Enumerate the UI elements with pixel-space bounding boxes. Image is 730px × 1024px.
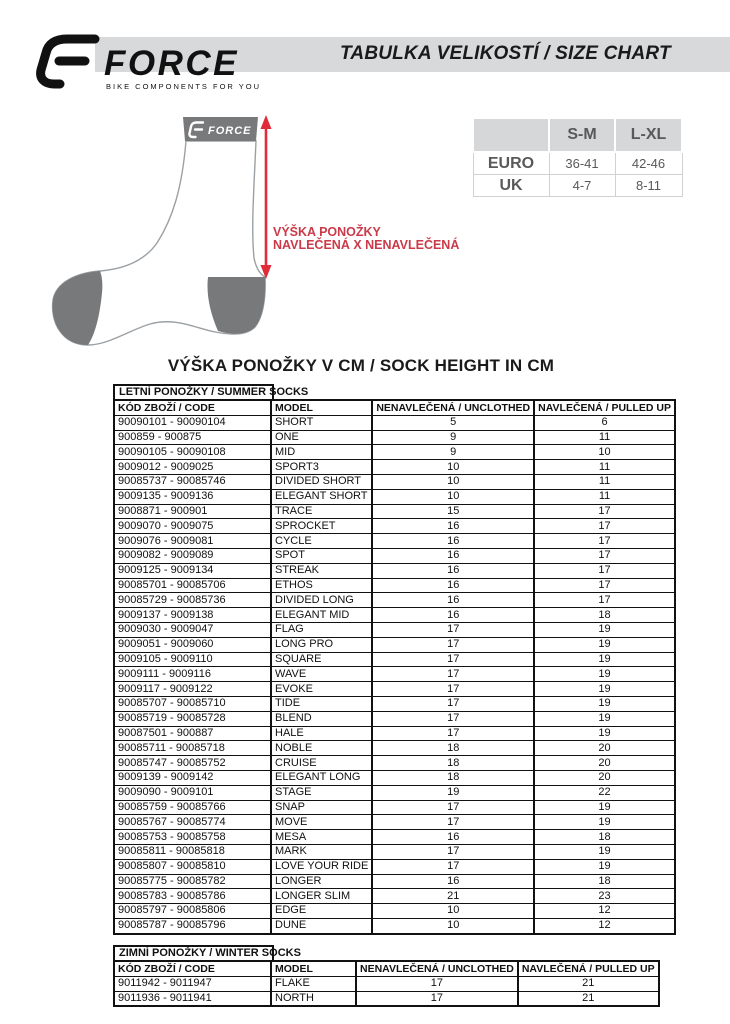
- table-cell: DIVIDED LONG: [271, 593, 372, 608]
- table-cell: 16: [372, 519, 534, 534]
- table-cell: MESA: [271, 830, 372, 845]
- summer-header-row: [114, 400, 675, 415]
- table-cell: 90085711 - 90085718: [114, 741, 271, 756]
- table-row: [114, 830, 675, 845]
- summer-section-title: LETNÍ PONOŽKY / SUMMER SOCKS: [113, 384, 274, 401]
- table-cell: 90085729 - 90085736: [114, 593, 271, 608]
- table-cell: 90085775 - 90085782: [114, 874, 271, 889]
- table-cell: 6: [534, 415, 675, 430]
- winter-socks-table: [113, 960, 660, 1007]
- summer-socks-section: [113, 382, 676, 935]
- table-cell: 11: [534, 489, 675, 504]
- table-cell: FLAKE: [271, 976, 356, 991]
- sock-height-caption: [273, 226, 459, 252]
- table-row: [114, 815, 675, 830]
- table-cell: 20: [534, 741, 675, 756]
- table-cell: 17: [372, 859, 534, 874]
- table-cell: SHORT: [271, 415, 372, 430]
- table-cell: 9009070 - 9009075: [114, 519, 271, 534]
- table-cell: 16: [372, 578, 534, 593]
- table-row: [114, 489, 675, 504]
- force-logo: [33, 30, 263, 92]
- table-row: [114, 889, 675, 904]
- table-cell: 10: [534, 445, 675, 460]
- table-cell: 9009137 - 9009138: [114, 608, 271, 623]
- table-cell: BLEND: [271, 711, 372, 726]
- table-cell: 90087501 - 900887: [114, 726, 271, 741]
- table-cell: LONG PRO: [271, 637, 372, 652]
- table-cell: 16: [372, 830, 534, 845]
- table-cell: MID: [271, 445, 372, 460]
- table-cell: 21: [518, 976, 659, 991]
- table-cell: 90085719 - 90085728: [114, 711, 271, 726]
- table-row: [114, 785, 675, 800]
- table-cell: 11: [534, 474, 675, 489]
- sock-measurement-figure: [40, 108, 280, 358]
- height-measure-arrow: [261, 115, 272, 279]
- table-cell: 9009135 - 9009136: [114, 489, 271, 504]
- table-cell: ETHOS: [271, 578, 372, 593]
- winter-section-title: ZIMNÍ PONOŽKY / WINTER SOCKS: [113, 945, 274, 962]
- table-cell: 17: [372, 622, 534, 637]
- table-cell: 17: [534, 504, 675, 519]
- table-row: [473, 175, 682, 197]
- table-cell: 16: [372, 563, 534, 578]
- table-cell: 15: [372, 504, 534, 519]
- table-row: [114, 859, 675, 874]
- table-cell: 17: [372, 844, 534, 859]
- table-row: [114, 696, 675, 711]
- table-row: [114, 534, 675, 549]
- table-cell: 9009117 - 9009122: [114, 682, 271, 697]
- table-cell: 90085811 - 90085818: [114, 844, 271, 859]
- table-cell: 16: [372, 874, 534, 889]
- table-cell: 17: [372, 815, 534, 830]
- table-row: [114, 667, 675, 682]
- table-cell: LONGER SLIM: [271, 889, 372, 904]
- table-cell: 17: [356, 991, 518, 1006]
- table-row: [114, 563, 675, 578]
- table-cell: 10: [372, 904, 534, 919]
- table-cell: EURO: [473, 152, 549, 175]
- table-cell: 9009051 - 9009060: [114, 637, 271, 652]
- table-cell: 19: [534, 711, 675, 726]
- table-row: [114, 726, 675, 741]
- table-cell: 9009111 - 9009116: [114, 667, 271, 682]
- table-row: [114, 415, 675, 430]
- table-row: [114, 548, 675, 563]
- col-header-unclothed: NENAVLEČENÁ / UNCLOTHED: [356, 961, 518, 976]
- table-cell: 18: [372, 741, 534, 756]
- table-cell: 90085747 - 90085752: [114, 756, 271, 771]
- table-row: [114, 652, 675, 667]
- table-cell: 90085701 - 90085706: [114, 578, 271, 593]
- table-cell: EDGE: [271, 904, 372, 919]
- table-row: [114, 844, 675, 859]
- table-cell: 17: [356, 976, 518, 991]
- table-cell: HALE: [271, 726, 372, 741]
- table-cell: DUNE: [271, 918, 372, 933]
- table-cell: 19: [534, 696, 675, 711]
- size-chart-body: [473, 152, 682, 197]
- table-cell: SQUARE: [271, 652, 372, 667]
- col-header-pulledup: NAVLEČENÁ / PULLED UP: [534, 400, 675, 415]
- table-row: [114, 976, 659, 991]
- col-header-model: MODEL: [271, 961, 356, 976]
- summer-socks-table: [113, 399, 676, 935]
- table-cell: 21: [518, 991, 659, 1006]
- size-chart-col-lxl: L-XL: [615, 118, 682, 152]
- force-logo-wordmark: FORCE: [104, 44, 239, 83]
- size-chart-table: [472, 117, 683, 197]
- table-cell: STAGE: [271, 785, 372, 800]
- table-cell: 17: [372, 637, 534, 652]
- table-cell: 19: [534, 667, 675, 682]
- table-row: [114, 918, 675, 933]
- table-row: [473, 152, 682, 175]
- table-cell: 10: [372, 460, 534, 475]
- table-row: [114, 874, 675, 889]
- table-cell: 17: [534, 534, 675, 549]
- table-cell: 9009105 - 9009110: [114, 652, 271, 667]
- table-cell: 17: [372, 696, 534, 711]
- table-cell: SPORT3: [271, 460, 372, 475]
- winter-socks-section: [113, 943, 660, 1007]
- table-row: [114, 519, 675, 534]
- table-cell: UK: [473, 175, 549, 197]
- table-cell: 42-46: [615, 152, 682, 175]
- page-title: VÝŠKA PONOŽKY V CM / SOCK HEIGHT IN CM: [167, 356, 555, 375]
- table-cell: 5: [372, 415, 534, 430]
- table-cell: 19: [534, 726, 675, 741]
- table-cell: 17: [534, 578, 675, 593]
- table-cell: 9009125 - 9009134: [114, 563, 271, 578]
- table-cell: 19: [534, 622, 675, 637]
- table-cell: MARK: [271, 844, 372, 859]
- table-cell: 11: [534, 430, 675, 445]
- table-cell: 12: [534, 918, 675, 933]
- table-cell: NOBLE: [271, 741, 372, 756]
- table-cell: 20: [534, 770, 675, 785]
- table-cell: WAVE: [271, 667, 372, 682]
- table-cell: 17: [372, 667, 534, 682]
- table-cell: 90085807 - 90085810: [114, 859, 271, 874]
- table-cell: STREAK: [271, 563, 372, 578]
- table-cell: ELEGANT MID: [271, 608, 372, 623]
- col-header-model: MODEL: [271, 400, 372, 415]
- table-cell: 12: [534, 904, 675, 919]
- table-row: [114, 445, 675, 460]
- table-cell: 17: [372, 711, 534, 726]
- size-chart-corner-cell: [473, 118, 549, 152]
- col-header-unclothed: NENAVLEČENÁ / UNCLOTHED: [372, 400, 534, 415]
- table-cell: NORTH: [271, 991, 356, 1006]
- table-cell: 19: [534, 815, 675, 830]
- table-row: [114, 504, 675, 519]
- table-cell: 8-11: [615, 175, 682, 197]
- table-cell: 19: [534, 859, 675, 874]
- table-cell: 90085767 - 90085774: [114, 815, 271, 830]
- table-cell: LONGER: [271, 874, 372, 889]
- table-cell: CYCLE: [271, 534, 372, 549]
- table-cell: TRACE: [271, 504, 372, 519]
- table-cell: 19: [534, 652, 675, 667]
- force-logo-icon: [41, 39, 95, 84]
- table-cell: 10: [372, 474, 534, 489]
- table-cell: 9009082 - 9009089: [114, 548, 271, 563]
- size-chart-header-row: [473, 118, 682, 152]
- table-cell: 17: [534, 519, 675, 534]
- caption-line-2: NAVLEČENÁ X NENAVLEČENÁ: [273, 238, 460, 252]
- table-cell: 36-41: [549, 152, 615, 175]
- table-cell: 90090105 - 90090108: [114, 445, 271, 460]
- table-cell: 17: [372, 800, 534, 815]
- caption-line-1: VÝŠKA PONOŽKY: [273, 225, 381, 239]
- table-row: [114, 756, 675, 771]
- table-row: [114, 622, 675, 637]
- table-row: [114, 682, 675, 697]
- table-cell: 17: [534, 593, 675, 608]
- table-cell: 17: [534, 548, 675, 563]
- table-cell: 90085759 - 90085766: [114, 800, 271, 815]
- table-cell: 9009090 - 9009101: [114, 785, 271, 800]
- table-cell: SPOT: [271, 548, 372, 563]
- table-cell: 18: [534, 830, 675, 845]
- table-row: [114, 991, 659, 1006]
- table-cell: TIDE: [271, 696, 372, 711]
- table-cell: 19: [372, 785, 534, 800]
- col-header-pulledup: NAVLEČENÁ / PULLED UP: [518, 961, 659, 976]
- table-cell: 18: [372, 770, 534, 785]
- table-row: [114, 593, 675, 608]
- table-cell: 9008871 - 900901: [114, 504, 271, 519]
- col-header-code: KÓD ZBOŽÍ / CODE: [114, 961, 271, 976]
- table-cell: 90085797 - 90085806: [114, 904, 271, 919]
- table-cell: SNAP: [271, 800, 372, 815]
- table-row: [114, 637, 675, 652]
- table-cell: 19: [534, 844, 675, 859]
- table-cell: 90090101 - 90090104: [114, 415, 271, 430]
- table-cell: 19: [534, 682, 675, 697]
- table-cell: LOVE YOUR RIDE: [271, 859, 372, 874]
- table-cell: 900859 - 900875: [114, 430, 271, 445]
- table-cell: 90085783 - 90085786: [114, 889, 271, 904]
- table-cell: 22: [534, 785, 675, 800]
- table-cell: 90085737 - 90085746: [114, 474, 271, 489]
- table-cell: 17: [372, 726, 534, 741]
- table-cell: DIVIDED SHORT: [271, 474, 372, 489]
- table-cell: 10: [372, 489, 534, 504]
- table-cell: ELEGANT LONG: [271, 770, 372, 785]
- table-row: [114, 578, 675, 593]
- table-row: [114, 474, 675, 489]
- table-cell: EVOKE: [271, 682, 372, 697]
- table-cell: 90085787 - 90085796: [114, 918, 271, 933]
- table-cell: 19: [534, 637, 675, 652]
- table-row: [114, 430, 675, 445]
- summer-table-body: [114, 415, 675, 933]
- table-cell: 9: [372, 430, 534, 445]
- size-chart-col-sm: S-M: [549, 118, 615, 152]
- table-cell: 16: [372, 548, 534, 563]
- table-cell: 9009030 - 9009047: [114, 622, 271, 637]
- table-cell: 23: [534, 889, 675, 904]
- table-cell: 16: [372, 593, 534, 608]
- table-cell: 10: [372, 918, 534, 933]
- table-cell: MOVE: [271, 815, 372, 830]
- table-cell: 19: [534, 800, 675, 815]
- table-cell: 21: [372, 889, 534, 904]
- table-row: [114, 608, 675, 623]
- table-cell: 90085753 - 90085758: [114, 830, 271, 845]
- table-row: [114, 711, 675, 726]
- table-cell: ONE: [271, 430, 372, 445]
- table-cell: 16: [372, 534, 534, 549]
- force-logo-tagline: BIKE COMPONENTS FOR YOU: [106, 82, 262, 91]
- table-cell: 9011942 - 9011947: [114, 976, 271, 991]
- winter-table-body: [114, 976, 659, 1006]
- table-cell: 17: [534, 563, 675, 578]
- table-cell: SPROCKET: [271, 519, 372, 534]
- page-header-title: TABULKA VELIKOSTÍ / SIZE CHART: [340, 43, 671, 64]
- table-cell: 18: [534, 608, 675, 623]
- table-cell: FLAG: [271, 622, 372, 637]
- table-cell: ELEGANT SHORT: [271, 489, 372, 504]
- table-cell: 11: [534, 460, 675, 475]
- table-cell: 18: [534, 874, 675, 889]
- table-cell: 17: [372, 682, 534, 697]
- table-row: [114, 741, 675, 756]
- sock-cuff-logo-text: FORCE: [208, 125, 252, 137]
- table-cell: 20: [534, 756, 675, 771]
- table-cell: 90085707 - 90085710: [114, 696, 271, 711]
- table-row: [114, 904, 675, 919]
- table-cell: 16: [372, 608, 534, 623]
- table-cell: 9011936 - 9011941: [114, 991, 271, 1006]
- table-row: [114, 800, 675, 815]
- table-cell: CRUISE: [271, 756, 372, 771]
- table-cell: 9009012 - 9009025: [114, 460, 271, 475]
- table-cell: 9: [372, 445, 534, 460]
- table-cell: 4-7: [549, 175, 615, 197]
- table-cell: 17: [372, 652, 534, 667]
- table-cell: 9009076 - 9009081: [114, 534, 271, 549]
- table-row: [114, 770, 675, 785]
- table-row: [114, 460, 675, 475]
- table-cell: 18: [372, 756, 534, 771]
- col-header-code: KÓD ZBOŽÍ / CODE: [114, 400, 271, 415]
- table-cell: 9009139 - 9009142: [114, 770, 271, 785]
- winter-header-row: [114, 961, 659, 976]
